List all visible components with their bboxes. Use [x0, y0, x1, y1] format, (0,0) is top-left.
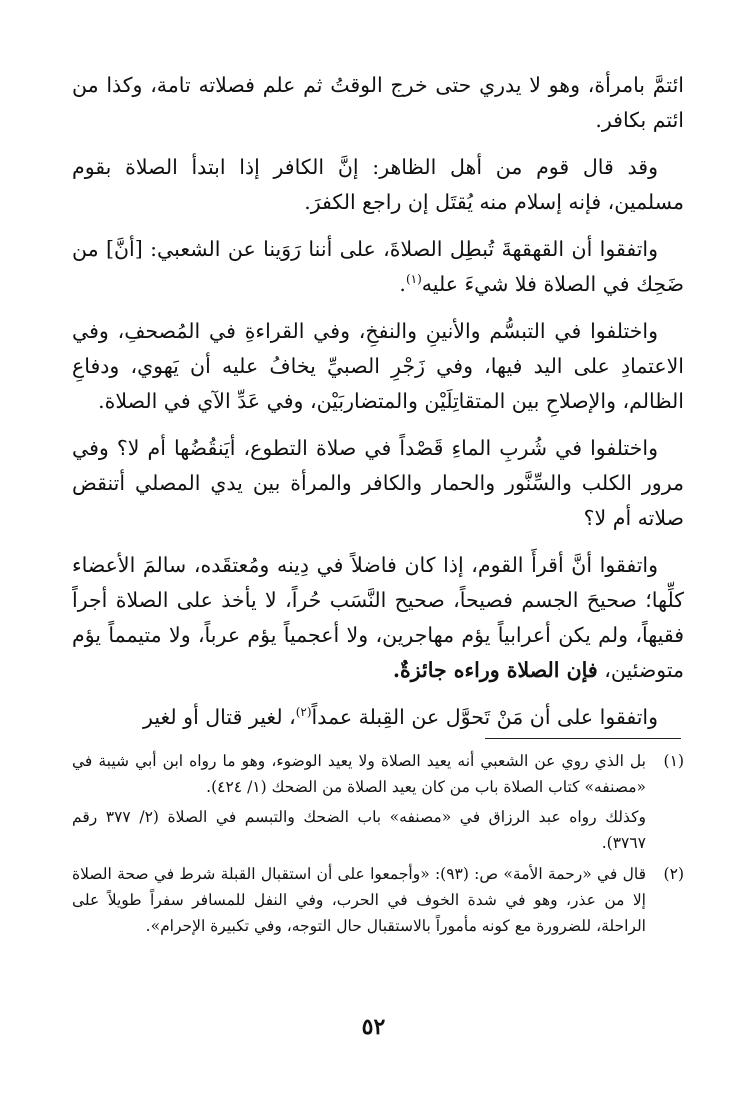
paragraph-6	[72, 548, 684, 688]
footnote-1-text: بل الذي روي عن الشعبي أنه يعيد الصلاة ولا يعيد الوضوء، وهو ما رواه ابن أبي شيبة في «مصنفه» كتاب الصلاة باب من كان يعيد الصلاة من الضحك (١/ ٤٢٤).	[72, 752, 646, 796]
footnote-2-number: (٢)	[663, 865, 684, 883]
paragraph-1: ائتمَّ بامرأة، وهو لا يدري حتى خرج الوقتُ ثم علم فصلاته تامة، وكذا من ائتم بكافر.	[72, 73, 684, 132]
paragraph-3	[72, 232, 684, 302]
main-text	[72, 68, 684, 747]
paragraph-6-bold: فإن الصلاة وراءه جائزةٌ.	[392, 658, 598, 682]
footnote-2-text: قال في «رحمة الأمة» ص: (٩٣): «وأجمعوا على أن استقبال القبلة شرط في صحة الصلاة إلا من عذر، وهو في شدة الخوف في الحرب، وفي النفل للمسافر سفراً طويلاً على الراحلة، للضرورة مع كونه مأموراً بالاستقبال حال التوجه، وفي تكبيرة الإحرام».	[72, 865, 646, 935]
paragraph-5: واختلفوا في شُربِ الماءِ قَصْداً في صلاة التطوع، أيَنقُضُها أم لا؟ وفي مرور الكلب والسِّنَّور والحمار والكافر والمرأة بين يدي المصلي أتنقض صلاته أم لا؟	[72, 436, 684, 530]
paragraph-2: وقد قال قوم من أهل الظاهر: إنَّ الكافر إذا ابتدأ الصلاة بقوم مسلمين، فإنه إسلام منه يُقتَل إن راجع الكفرَ.	[72, 155, 684, 214]
footnote-2-body	[72, 861, 646, 939]
footnote-1	[72, 748, 684, 856]
footnote-1-body	[72, 748, 646, 856]
paragraph-7	[72, 700, 684, 735]
paragraph-7-end: ، لغير قتال أو لغير	[143, 705, 296, 729]
page-number: ٥٢	[361, 1014, 386, 1040]
footnote-ref-2[interactable]: (٢)	[295, 705, 312, 720]
footnote-1-continuation: وكذلك رواه عبد الرزاق في «مصنفه» باب الضحك والتبسم في الصلاة (٢/ ٣٧٧ رقم ٣٧٦٧).	[72, 808, 647, 852]
paragraph-3-end: .	[399, 272, 406, 296]
footnote-ref-1[interactable]: (١)	[405, 272, 422, 287]
footnote-2	[72, 861, 684, 939]
footnote-divider	[485, 738, 681, 739]
footnote-1-number: (١)	[663, 752, 684, 770]
paragraph-3-text: واتفقوا أن القهقهةَ تُبطِل الصلاةَ، على أننا رَوَينا عن الشعبي: [أنَّ] من ضَحِك في الصلاة فلا شيءَ عليه	[72, 237, 684, 296]
footnotes	[72, 748, 684, 944]
paragraph-4: واختلفوا في التبسُّم والأنينِ والنفخِ، وفي القراءةِ في المُصحفِ، وفي الاعتمادِ على اليد فيها، وفي زَجْرِ الصبيِّ يخافُ عليه أن يَهوي، ودفاعِ الظالم، والإصلاحِ بين المتقاتِلَيْن والمتضاربَيْن، وفي عَدِّ الآي في الصلاة.	[72, 319, 684, 413]
paragraph-6-text: واتفقوا أنَّ أقرأَ القوم، إذا كان فاضلاً في دِينه ومُعتقَده، سالمَ الأعضاء كلِّها؛ صحيحَ الجسم فصيحاً، صحيح النَّسَب حُراً، لا يأخذ على الصلاة أجراً فقيهاً، ولم يكن أعرابياً يؤم مهاجرين، ولا أعجمياً يؤم عرباً، ولا متيمماً يؤم متوضئين،	[72, 553, 684, 682]
paragraph-7-text: واتفقوا على أن مَنْ تَحوَّل عن القِبلة عمداً	[311, 705, 658, 729]
